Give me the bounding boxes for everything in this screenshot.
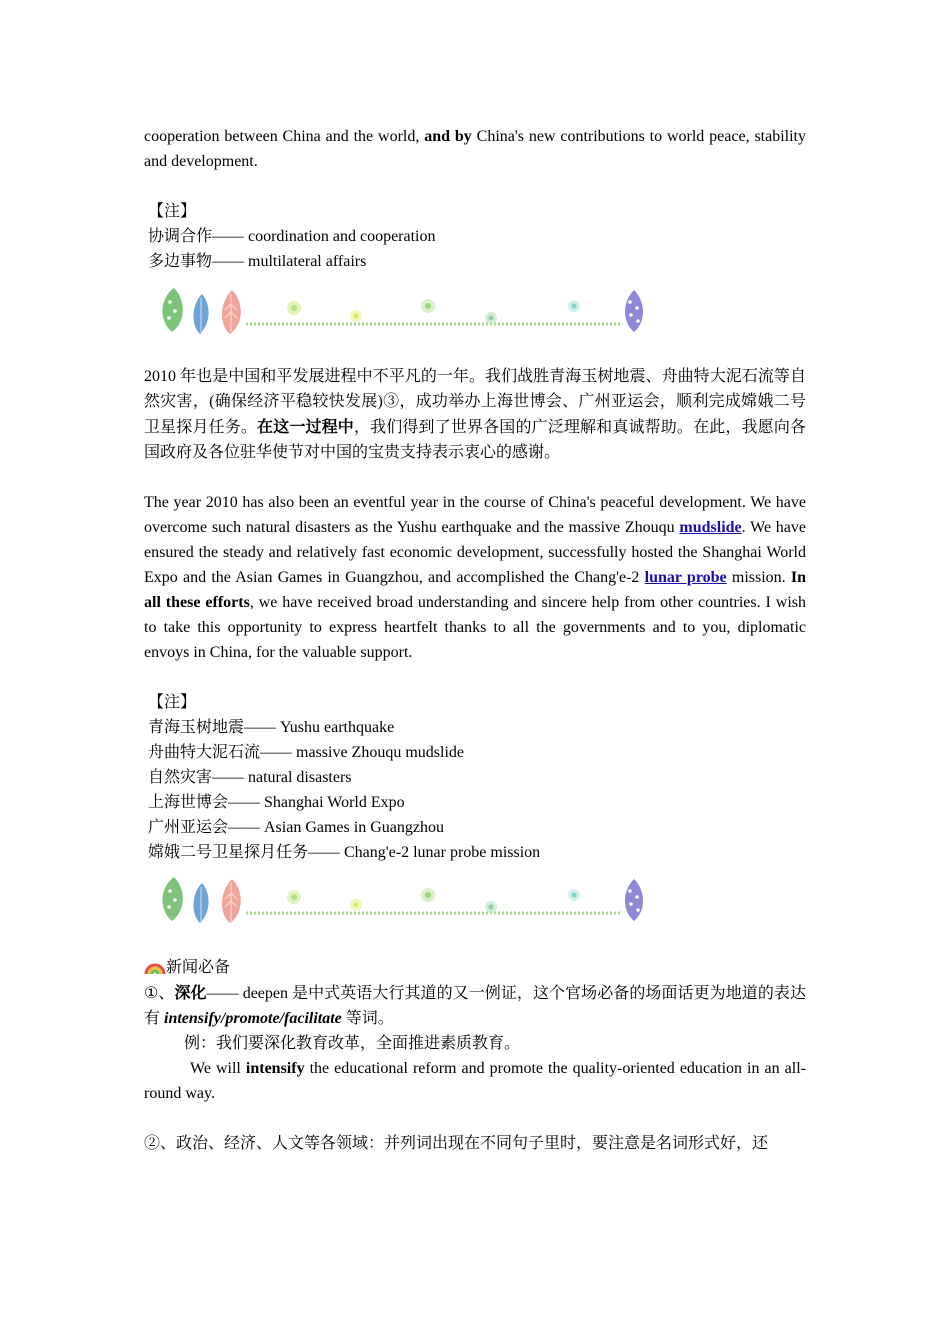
blue-leaf-icon (193, 883, 208, 923)
bold-text: intensify (245, 1060, 305, 1077)
note-item: 协调合作—— coordination and cooperation (148, 228, 436, 245)
note-heading: 【注】 (148, 203, 197, 220)
text: the educational reform and promote the quality-oriented education in an all-round way. (144, 1060, 806, 1102)
blue-leaf-icon (193, 294, 208, 334)
purple-leaf-icon (625, 879, 643, 921)
lunar-probe-link[interactable]: lunar probe (644, 569, 727, 586)
decorative-leaf-divider (156, 873, 656, 933)
text: 2010 年也是中国和平发展进程中不平凡的一年。我们战胜青海玉树地震、舟曲特大泥石流等自然灾害，(确保经济平稳较快发展)③，成功举办上海世博会、广州亚运会，顺利完成嫦娥二号卫星探月任务。 (144, 368, 806, 436)
document-page (144, 124, 806, 1156)
sparkle-icon (287, 299, 580, 324)
note-item: 广州亚运会—— Asian Games in Guangzhou (148, 819, 444, 836)
bold-italic-text: intensify/promote/facilitate (164, 1010, 342, 1027)
text: ，我们得到了世界各国的广泛理解和真诚帮助。在此，我愿向各国政府及各位驻华使节对中国的宝贵支持表示衷心的感谢。 (144, 419, 806, 461)
news-item-2: ②、政治、经济、人文等各领域：并列词出现在不同句子里时，要注意是名词形式好，还 (144, 1135, 769, 1152)
note-item: 嫦娥二号卫星探月任务—— Chang'e-2 lunar probe mission (148, 844, 541, 861)
text: The year 2010 has also been an eventful year in the course of China's peaceful development. We have overcome such natural disasters as the Yushu earthquake and the massive Zhouqu (144, 494, 806, 536)
note-item: 舟曲特大泥石流—— massive Zhouqu mudslide (148, 744, 464, 761)
news-heading (144, 955, 806, 980)
mudslide-link[interactable]: mudslide (679, 519, 742, 536)
example-chinese: 例：我们要深化教育改革，全面推进素质教育。 (184, 1035, 521, 1052)
text: , we have received broad understanding and sincere help from other countries. I wish to take this opportunity to express heartfelt thanks to all the governments and to you, diplomatic envoys in China, for the valuable support. (144, 594, 807, 661)
note-item: 自然灾害—— natural disasters (148, 769, 352, 786)
text: mission. (726, 569, 791, 586)
text: We will (190, 1060, 246, 1077)
text: China's new contributions to world peace, stability and development. (144, 128, 806, 170)
bold-text: In all these efforts (144, 569, 807, 611)
example-english (144, 1056, 806, 1106)
text: cooperation between China and the world, (144, 128, 425, 145)
note-item: 青海玉树地震—— Yushu earthquake (148, 719, 395, 736)
pink-leaf-icon (222, 879, 241, 923)
text: —— deepen 是中式英语大行其道的又一例证，这个官场必备的场面话更为地道的表达有 (144, 985, 806, 1027)
note-item: 多边事物—— multilateral affairs (148, 253, 367, 270)
green-leaf-icon (162, 288, 182, 332)
sparkle-icon (287, 888, 580, 913)
text: ①、 (144, 985, 175, 1002)
note-heading: 【注】 (148, 694, 197, 711)
english-paragraph (144, 490, 806, 665)
green-leaf-icon (162, 877, 182, 921)
decorative-leaf-divider (156, 284, 656, 344)
purple-leaf-icon (625, 290, 643, 332)
text: . We have ensured the steady and relatively fast economic development, successfully hosted the Shanghai World Expo and the Asian Games in Guangzhou, and accomplished the Chang'e-2 (144, 519, 806, 586)
rainbow-icon (144, 957, 166, 975)
bold-text: 深化 (174, 983, 207, 1002)
bold-text: and by (424, 128, 472, 145)
pink-leaf-icon (222, 290, 241, 334)
news-heading-text: 新闻必备 (166, 959, 231, 976)
paragraph-continuation (144, 124, 806, 174)
bold-text: 在这一过程中 (257, 417, 354, 436)
chinese-paragraph (144, 364, 806, 465)
news-item-1 (144, 980, 806, 1031)
note-item: 上海世博会—— Shanghai World Expo (148, 794, 405, 811)
text: 等词。 (341, 1010, 394, 1027)
